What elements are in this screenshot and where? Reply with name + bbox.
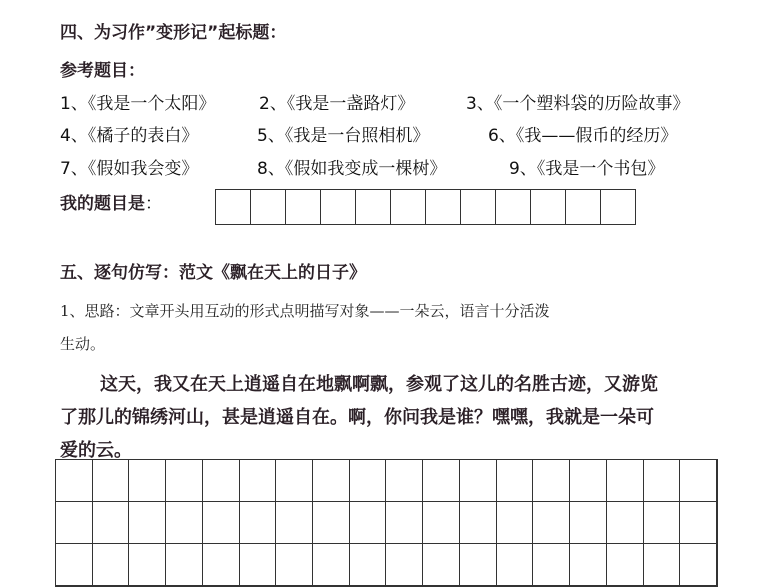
writing-grid-cell[interactable] [166,502,203,544]
writing-grid-cell[interactable] [313,460,350,502]
topic-item: 9、《我是一个书包》 [509,159,665,179]
title-box-cell[interactable] [250,189,286,225]
writing-grid-cell[interactable] [644,544,681,586]
writing-grid-cell[interactable] [497,544,534,586]
title-box-cell[interactable] [600,189,636,225]
writing-grid[interactable] [55,459,718,587]
writing-grid-cell[interactable] [533,544,570,586]
section5-heading: 五、逐句仿写：范文《飘在天上的日子》 [60,263,366,283]
writing-grid-cell[interactable] [533,502,570,544]
writing-grid-cell[interactable] [56,502,93,544]
writing-grid-cell[interactable] [533,460,570,502]
title-box-cell[interactable] [355,189,391,225]
writing-grid-cell[interactable] [644,502,681,544]
writing-grid-cell[interactable] [56,460,93,502]
writing-grid-cell[interactable] [570,460,607,502]
writing-grid-cell[interactable] [166,460,203,502]
title-box-cell[interactable] [285,189,321,225]
title-box-cell[interactable] [565,189,601,225]
my-title-label: 我的题目是 [60,194,145,214]
writing-grid-cell[interactable] [129,544,166,586]
writing-grid-cell[interactable] [607,544,644,586]
writing-grid-cell[interactable] [423,544,460,586]
my-title-colon: ： [145,194,162,214]
topic-item: 2、《我是一盏路灯》 [259,94,415,114]
writing-grid-cell[interactable] [350,544,387,586]
writing-grid-cell[interactable] [607,460,644,502]
model-text-line: 爱的云。 [60,440,132,461]
writing-grid-cell[interactable] [203,502,240,544]
writing-grid-cell[interactable] [240,502,277,544]
writing-grid-cell[interactable] [203,460,240,502]
writing-grid-cell[interactable] [497,502,534,544]
writing-grid-cell[interactable] [350,460,387,502]
idea-text-line: 1、思路：文章开头用互动的形式点明描写对象——一朵云，语言十分活泼 [60,302,550,320]
writing-grid-cell[interactable] [680,460,717,502]
writing-grid-cell[interactable] [129,502,166,544]
section4-heading: 四、为习作”变形记”起标题： [60,23,287,43]
writing-grid-cell[interactable] [386,460,423,502]
writing-grid-cell[interactable] [276,502,313,544]
writing-grid-cell[interactable] [166,544,203,586]
title-box-cell[interactable] [215,189,251,225]
writing-grid-cell[interactable] [240,544,277,586]
title-box-cell[interactable] [530,189,566,225]
title-box-cell[interactable] [460,189,496,225]
topic-item: 1、《我是一个太阳》 [60,94,216,114]
idea-text-line: 生动。 [60,335,106,353]
model-text-line: 这天，我又在天上逍遥自在地飘啊飘，参观了这儿的名胜古迹，又游览 [100,374,658,395]
writing-grid-cell[interactable] [313,544,350,586]
writing-grid-cell[interactable] [350,502,387,544]
model-text-line: 了那儿的锦绣河山，甚是逍遥自在。啊，你问我是谁？嘿嘿，我就是一朵可 [60,407,654,428]
writing-grid-cell[interactable] [607,502,644,544]
writing-grid-cell[interactable] [93,544,130,586]
writing-grid-cell[interactable] [276,544,313,586]
writing-grid-cell[interactable] [497,460,534,502]
topic-item: 8、《假如我变成一棵树》 [257,159,447,179]
writing-grid-cell[interactable] [93,502,130,544]
title-answer-boxes[interactable] [216,189,636,225]
writing-grid-cell[interactable] [276,460,313,502]
writing-grid-cell[interactable] [240,460,277,502]
writing-grid-cell[interactable] [313,502,350,544]
writing-grid-cell[interactable] [460,502,497,544]
writing-grid-cell[interactable] [460,460,497,502]
topic-item: 6、《我——假币的经历》 [488,126,678,146]
writing-grid-cell[interactable] [644,460,681,502]
writing-grid-cell[interactable] [680,502,717,544]
title-box-cell[interactable] [390,189,426,225]
writing-grid-cell[interactable] [423,460,460,502]
writing-grid-cell[interactable] [570,502,607,544]
topic-item: 5、《我是一台照相机》 [257,126,430,146]
reference-topics-label: 参考题目： [60,61,145,81]
writing-grid-cell[interactable] [203,544,240,586]
writing-grid-cell[interactable] [93,460,130,502]
topic-item: 7、《假如我会变》 [60,159,199,179]
writing-grid-cell[interactable] [386,544,423,586]
writing-grid-cell[interactable] [570,544,607,586]
writing-grid-cell[interactable] [423,502,460,544]
topic-item: 4、《橘子的表白》 [60,126,199,146]
writing-grid-cell[interactable] [680,544,717,586]
writing-grid-cell[interactable] [129,460,166,502]
writing-grid-cell[interactable] [460,544,497,586]
title-box-cell[interactable] [320,189,356,225]
my-title-row [60,189,162,214]
topic-item: 3、《一个塑料袋的历险故事》 [466,94,690,114]
title-box-cell[interactable] [425,189,461,225]
writing-grid-cell[interactable] [386,502,423,544]
title-box-cell[interactable] [495,189,531,225]
writing-grid-cell[interactable] [56,544,93,586]
